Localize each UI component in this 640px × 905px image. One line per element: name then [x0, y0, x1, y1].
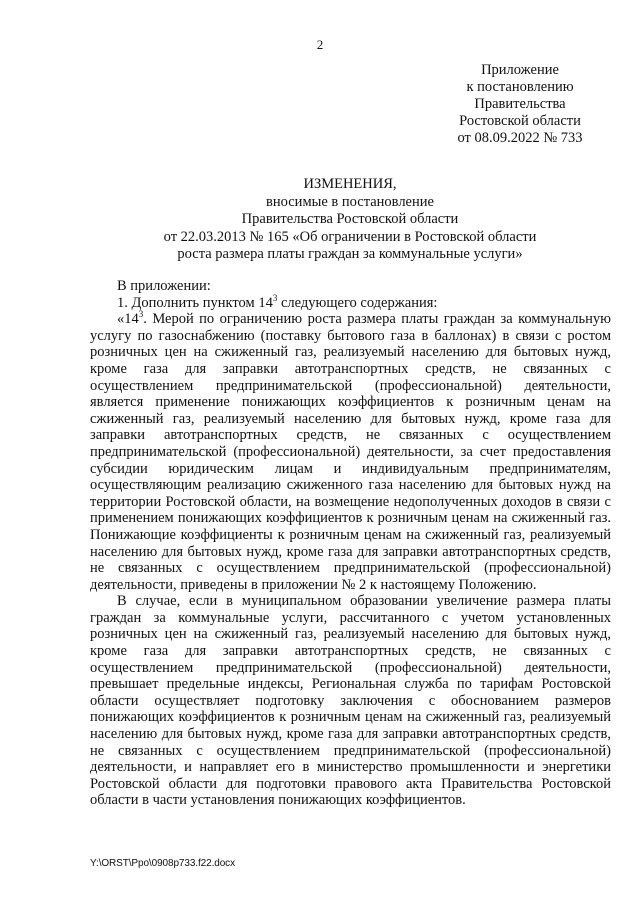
second-paragraph: В случае, если в муниципальном образовании увеличение размера платы граждан за коммунальные услуги, рассчитанного с учетом установленных розничных цен на сжиженный газ, реализуемый населению для бытовых нужд, кроме газа для заправки автотранспортных средств, не связанных с осуществлением предпринимательской (профессиональной) деятельности, превышает предельные индексы, Региональная служба по тарифам Ростовской области осуществляет подготовку заключения с обоснованием размеров понижающих коэффициентов к розничным ценам на сжиженный газ, реализуемый населению для бытовых нужд, кроме газа для заправки автотранспортных средств, не связанных с осуществлением предпринимательской (профессиональной) деятельности, и направляет его в министерство промышленности и энергетики Ростовской области для подготовки правового акта Правительства Ростовской области в части установления понижающих коэффициентов. [90, 593, 611, 809]
item-1-superscript: 3 [272, 292, 278, 303]
title-line: вносимые в постановление [266, 193, 434, 210]
title-line: Правительства Ростовской области [241, 211, 459, 227]
title-line: от 22.03.2013 № 165 «Об ограничении в Ростовской области [163, 228, 537, 245]
appendix-line: Ростовской области [459, 113, 581, 129]
item-1-paragraph [90, 292, 611, 312]
page-number: 2 [316, 37, 324, 52]
appendix-header [445, 62, 595, 147]
item-1-suffix: следующего содержания: [277, 294, 438, 311]
clause-prefix: «14 [117, 311, 139, 328]
appendix-line: к постановлению [466, 79, 574, 95]
title-line: роста размера платы граждан за коммунальные услуги» [177, 246, 523, 262]
clause-text: . Мерой по ограничению роста размера платы граждан за коммунальную услугу по газоснабжению (поставку бытового газа в баллонах) в связи с ростом розничных цен на сжиженный газ, реализуемый населению для бытовых нужд, кроме газа для заправки автотранспортных средств, не связанных с осуществлением предпринимательской (профессиональной) деятельности, является применение понижающих коэффициентов к розничным ценам на сжиженный газ, реализуемый населению для бытовых нужд, кроме газа для заправки автотранспортных средств, не связанных с осуществлением предпринимательской (профессиональной) деятельности, за счет предоставления субсидии юридическим лицам и индивидуальным предпринимателям, осуществляющим реализацию сжиженного газа населению для бытовых нужд на территории Ростовской области, на возмещение недополученных доходов в связи с применением понижающих коэффициентов к розничным ценам на сжиженный газ. Понижающие коэффициенты к розничным ценам на сжиженный газ, реализуемый населению для бытовых нужд, кроме газа для заправки автотранспортных средств, не связанных с осуществлением предпринимательской (профессиональной) деятельности, приведены в приложении № 2 к настоящему Положению. [90, 311, 611, 593]
document-body [90, 278, 611, 809]
appendix-line: Правительства [474, 96, 566, 112]
document-title [90, 176, 610, 264]
clause-14-3-paragraph [90, 311, 611, 593]
title-heading: ИЗМЕНЕНИЯ, [303, 176, 397, 192]
item-1-prefix: 1. Дополнить пунктом 14 [117, 294, 273, 311]
clause-superscript: 3 [138, 309, 144, 320]
intro-paragraph: В приложении: [117, 278, 211, 294]
appendix-line: от 08.09.2022 № 733 [457, 130, 583, 146]
appendix-line: Приложение [481, 62, 559, 78]
file-path-footer: Y:\ORST\Ppo\0908p733.f22.docx [90, 858, 235, 869]
